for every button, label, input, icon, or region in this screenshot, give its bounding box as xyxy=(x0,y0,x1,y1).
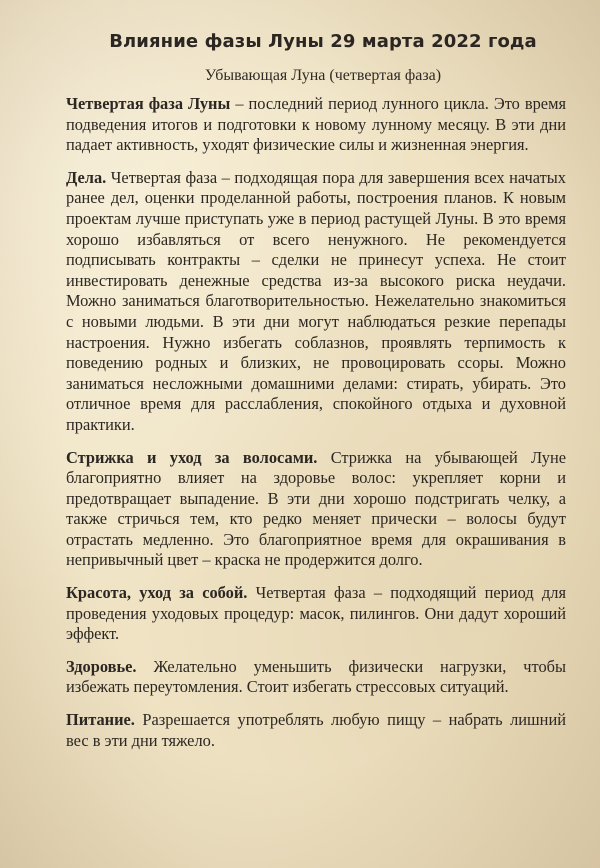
section-haircut xyxy=(66,448,566,572)
section-health xyxy=(66,657,566,698)
section-heading: Дела. xyxy=(66,167,107,187)
section-beauty xyxy=(66,583,566,645)
section-text: Разрешается употреблять любую пищу – набрать лишний вес в эти дни тяжело. xyxy=(66,710,566,750)
section-text: Четвертая фаза – подходящий период для проведения уходовых процедур: масок, пилингов. Они дадут хороший эффект. xyxy=(66,583,566,644)
page-title: Влияние фазы Луны 29 марта 2022 года xyxy=(109,31,537,52)
section-fourth-phase xyxy=(66,94,566,156)
section-heading: Питание. xyxy=(66,710,135,730)
section-nutrition xyxy=(66,710,566,751)
section-heading: Красота, уход за собой. xyxy=(66,583,248,603)
section-text: Желательно уменьшить физически нагрузки, чтобы избежать переутомления. Стоит избегать стрессовых ситуаций. xyxy=(66,656,566,697)
section-text: – последний период лунного цикла. Это время подведения итогов и подготовки к новому лунному месяцу. В эти дни падает активность, уходят физические силы и жизненная энергия. xyxy=(66,94,566,155)
section-text: Стрижка на убывающей Луне благоприятно влияет на здоровье волос: укрепляет корни и предотвращает выпадение. В эти дни хорошо подстригать челку, а также стричься тем, кто редко меняет прически – волосы будут отрастать медленно. Это благоприятное время для окрашивания в непривычный цвет – краска не продержится долго. xyxy=(66,447,566,570)
section-heading: Здоровье. xyxy=(66,656,137,676)
section-heading: Стрижка и уход за волосами. xyxy=(66,447,318,467)
section-heading: Четвертая фаза Луны xyxy=(66,94,231,113)
section-text: Четвертая фаза – подходящая пора для завершения всех начатых ранее дел, оценки проделанной работы, построения планов. К новым проектам лучше приступать уже в период растущей Луны. В это время хорошо избавляться от всего ненужного. Не рекомендуется подписывать контракты – сделки не принесут успеха. Не стоит инвестировать денежные средства из-за высокого риска неудачи. Можно заниматься благотворительностью. Нежелательно знакомиться с новыми людьми. В эти дни могут наблюдаться резкие перепады настроения. Нужно избегать соблазнов, проявлять терпимость к поведению родных и близких, не провоцировать ссоры. Можно заниматься несложными домашними делами: стирать, убирать. Это отличное время для расслабления, спокойного отдыха и духовной практики. xyxy=(66,167,566,434)
page-subtitle: Убывающая Луна (четвертая фаза) xyxy=(204,67,442,84)
section-affairs xyxy=(66,168,566,436)
